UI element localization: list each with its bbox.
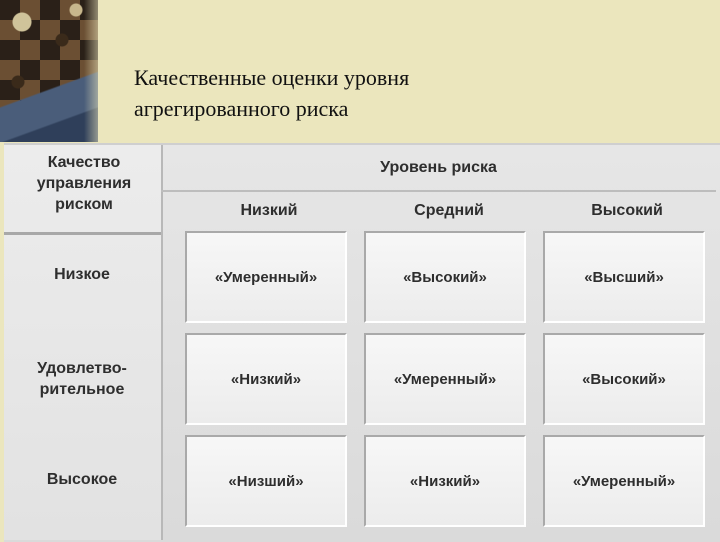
slide-title-line-1: Качественные оценки уровня [134, 65, 410, 90]
row-header-line: Высокое [46, 471, 118, 488]
slide-title [134, 62, 694, 124]
table-cell: «Высокий» [364, 231, 526, 323]
row-header-line: рительное [39, 381, 125, 398]
table-cell: «Низший» [185, 435, 347, 527]
risk-level-header: Уровень риска [380, 159, 497, 176]
column-header-low: Низкий [240, 202, 298, 219]
table-cell: «Высокий» [543, 333, 705, 425]
corner-header [10, 152, 158, 215]
slide-title-line-2: агрегированного риска [134, 96, 349, 121]
header-divider [161, 190, 716, 192]
row-header-line: Низкое [54, 266, 110, 283]
table-cell: «Умеренный» [185, 231, 347, 323]
row-header-high [8, 469, 156, 490]
column-header-medium: Средний [414, 202, 484, 219]
row-header-line: Удовлетво- [37, 360, 127, 377]
table-cell: «Низкий» [364, 435, 526, 527]
row-header-divider [4, 232, 161, 235]
row-header-satisfactory [8, 358, 156, 400]
column-header-high: Высокий [591, 202, 663, 219]
table-cell: «Высший» [543, 231, 705, 323]
corner-header-line: риском [55, 196, 113, 213]
row-header-low [8, 264, 156, 285]
table-cell: «Низкий» [185, 333, 347, 425]
table-cell: «Умеренный» [364, 333, 526, 425]
photo-fade [0, 0, 110, 142]
corner-header-line: Качество [47, 154, 121, 171]
corner-header-line: управления [36, 175, 132, 192]
table-cell: «Умеренный» [543, 435, 705, 527]
